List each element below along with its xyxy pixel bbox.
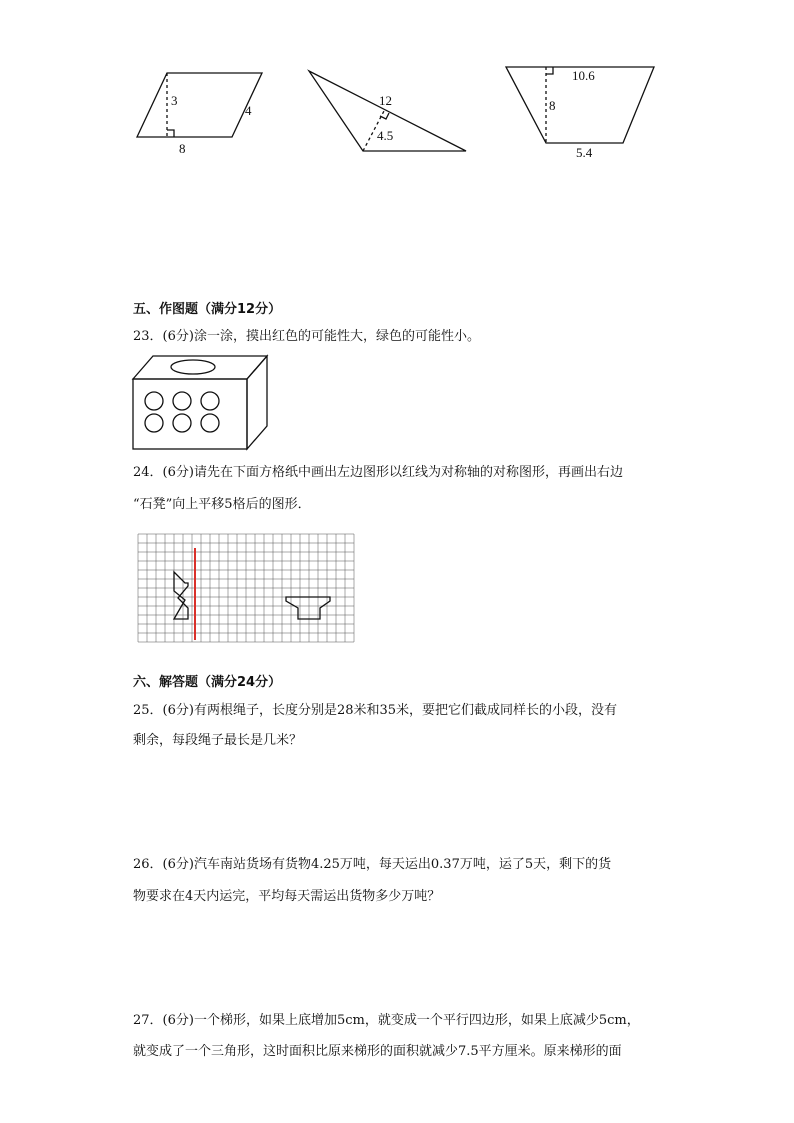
question-27-line-2: 就变成了一个三角形，这时面积比原来梯形的面积就减少7.5平方厘米。原来梯形的面: [133, 1044, 622, 1059]
parallelogram-base-label: 8: [179, 141, 186, 156]
question-26-line-2: 物要求在4天内运完，平均每天需运出货物多少万吨？: [133, 889, 441, 904]
question-25-line-1: 25．(6分)有两根绳子，长度分别是28米和35米，要把它们截成同样长的小段，没有: [133, 703, 618, 718]
section-5-title: 五、作图题（满分12分）: [133, 302, 282, 317]
question-23: 23．(6分)涂一涂，摸出红色的可能性大，绿色的可能性小。: [133, 329, 480, 344]
trapezoid-bottom-label: 5.4: [576, 145, 593, 160]
parallelogram-height-label: 3: [171, 93, 178, 108]
ball: [145, 392, 163, 410]
trapezoid-top-label: 10.6: [572, 68, 595, 83]
question-26-line-1: 26．(6分)汽车南站货场有货物4.25万吨，每天运出0.37万吨，运了5天，剩下的货: [133, 857, 612, 872]
ball: [173, 414, 191, 432]
grid-lines: [138, 534, 354, 642]
ball: [201, 414, 219, 432]
question-24-line-1: 24．(6分)请先在下面方格纸中画出左边图形以红线为对称轴的对称图形，再画出右边: [133, 465, 623, 480]
geometry-figures: [0, 0, 794, 170]
ball: [173, 392, 191, 410]
question-25-line-2: 剩余，每段绳子最长是几米？: [133, 733, 303, 748]
question-27-line-1: 27．(6分)一个梯形，如果上底增加5cm，就变成一个平行四边形，如果上底减少5cm，: [133, 1013, 640, 1028]
ball-circles: [145, 392, 219, 432]
question-24-line-2: “石凳”向上平移5格后的图形．: [133, 497, 311, 512]
trapezoid-height-label: 8: [549, 98, 556, 113]
parallelogram-figure: [137, 73, 262, 137]
triangle-height-label: 4.5: [377, 128, 394, 143]
section-6-title: 六、解答题（满分24分）: [133, 675, 282, 690]
triangle-side-label: 12: [379, 93, 392, 108]
grid-paper: [134, 528, 360, 650]
parallelogram-side-label: 4: [245, 103, 252, 118]
ball: [201, 392, 219, 410]
ball-box-figure: [130, 352, 270, 452]
ball: [145, 414, 163, 432]
stone-bench-shape: [286, 597, 330, 619]
